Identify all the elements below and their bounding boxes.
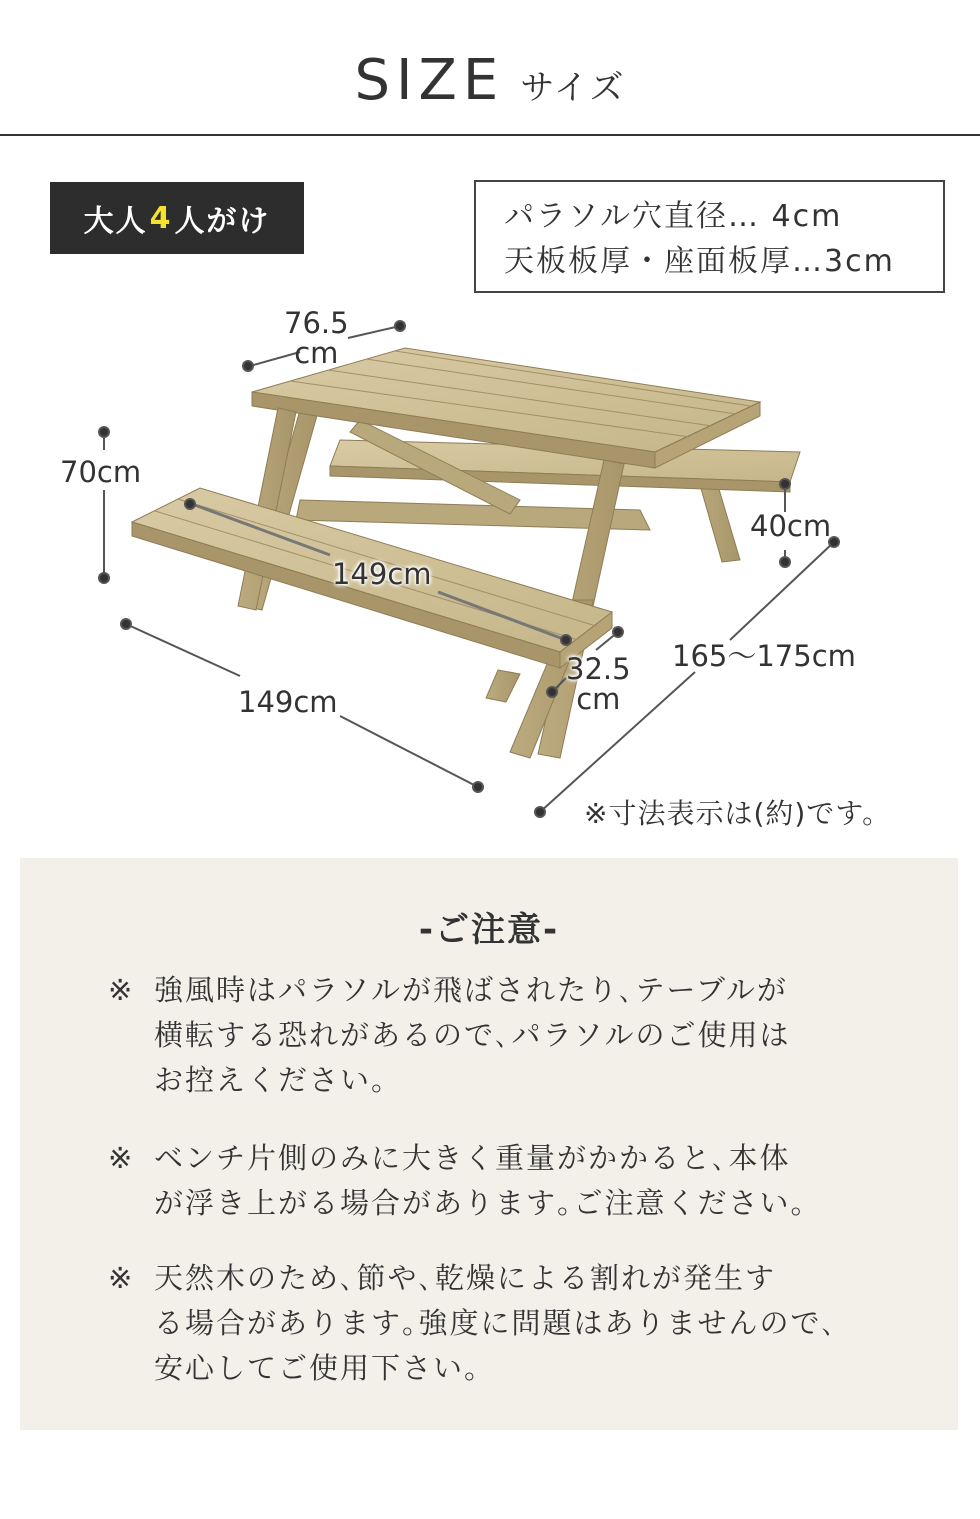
approximate-dimensions-note: ※寸法表示は(約)です。 bbox=[584, 797, 892, 830]
caution-title: -ご注意- bbox=[418, 910, 560, 950]
caution-text: ベンチ片側のみに大きく重量がかかると､本体 が浮き上がる場合があります｡ご注意ください。 bbox=[154, 1141, 822, 1220]
caution-item bbox=[108, 1256, 888, 1391]
caution-mark: ※ bbox=[108, 1141, 135, 1175]
dim-bench-height: 40cm bbox=[750, 509, 832, 543]
dim-bench-depth bbox=[566, 654, 631, 714]
caution-mark: ※ bbox=[108, 1261, 135, 1295]
dim-table-depth-unit: cm bbox=[294, 336, 339, 370]
title-main: SIZE bbox=[354, 48, 505, 113]
spec-box bbox=[474, 180, 945, 293]
caution-item bbox=[108, 968, 888, 1103]
dim-bench-length: 149cm bbox=[332, 557, 432, 591]
spec-board-thickness: 天板板厚・座面板厚…3cm bbox=[504, 244, 895, 279]
title-sub: サイズ bbox=[520, 68, 626, 108]
dim-bench-depth-value: 32.5 bbox=[566, 652, 631, 686]
dim-table-length: 149cm bbox=[238, 685, 338, 719]
header-title bbox=[0, 48, 980, 113]
picnic-table-illustration bbox=[0, 300, 980, 840]
caution-item bbox=[108, 1136, 888, 1226]
caution-section bbox=[20, 858, 958, 1430]
capacity-badge bbox=[50, 182, 304, 254]
badge-prefix: 大人 bbox=[83, 204, 148, 239]
badge-suffix: 人がけ bbox=[174, 204, 271, 239]
badge-number: 4 bbox=[149, 200, 173, 236]
header-divider bbox=[0, 134, 980, 136]
dim-bench-depth-unit: cm bbox=[576, 682, 621, 716]
caution-text: 天然木のため､節や､乾燥による割れが発生す る場合があります｡強度に問題はありませんので､ 安心してご使用下さい。 bbox=[154, 1261, 839, 1385]
dim-table-height: 70cm bbox=[60, 455, 142, 489]
dim-total-depth: 165〜175cm bbox=[672, 639, 856, 673]
page-header bbox=[0, 0, 980, 136]
spec-parasol-hole: パラソル穴直径… 4cm bbox=[504, 199, 843, 234]
caution-mark: ※ bbox=[108, 973, 135, 1007]
table-diagram bbox=[0, 300, 980, 840]
dim-table-depth-value: 76.5 bbox=[284, 306, 349, 340]
dim-table-depth bbox=[284, 308, 349, 368]
caution-text: 強風時はパラソルが飛ばされたり､テーブルが 横転する恐れがあるので､パラソルのご使用は お控えください。 bbox=[154, 973, 791, 1097]
